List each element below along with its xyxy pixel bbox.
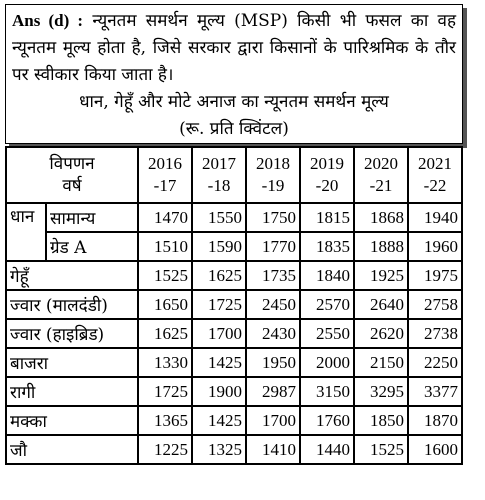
value-cell: 2450 bbox=[246, 290, 300, 319]
value-cell: 1815 bbox=[300, 203, 354, 232]
value-cell: 1325 bbox=[192, 435, 246, 464]
value-cell: 1700 bbox=[246, 406, 300, 435]
table-title: धान, गेहूँ और मोटे अनाज का न्यूनतम समर्थन मूल्य bbox=[79, 92, 389, 112]
table-row bbox=[6, 319, 462, 348]
value-cell: 2620 bbox=[354, 319, 408, 348]
table-row bbox=[6, 290, 462, 319]
value-cell: 2000 bbox=[300, 348, 354, 377]
header-year: 2020 -21 bbox=[354, 147, 408, 203]
value-cell: 2570 bbox=[300, 290, 354, 319]
answer-paragraph bbox=[12, 7, 456, 89]
value-cell: 2250 bbox=[408, 348, 462, 377]
crop-cell: जौ bbox=[6, 435, 138, 464]
value-cell: 1835 bbox=[300, 232, 354, 261]
value-cell: 1625 bbox=[192, 261, 246, 290]
value-cell: 1510 bbox=[138, 232, 192, 261]
answer-text: न्यूनतम समर्थन मूल्य (MSP) किसी भी फसल का वह न्यूनतम मूल्य होता है, जिसे सरकार द्वारा किसानों के पारिश्रमिक के तौर पर स्वीकार किया जाता है। bbox=[12, 11, 456, 85]
value-cell: 1725 bbox=[138, 377, 192, 406]
value-cell: 1770 bbox=[246, 232, 300, 261]
paddy-cell: धान bbox=[6, 203, 46, 261]
value-cell: 2987 bbox=[246, 377, 300, 406]
answer-box bbox=[5, 4, 463, 144]
value-cell: 2150 bbox=[354, 348, 408, 377]
value-cell: 1850 bbox=[354, 406, 408, 435]
value-cell: 1225 bbox=[138, 435, 192, 464]
table-row bbox=[6, 203, 462, 232]
header-marketing-year bbox=[6, 147, 138, 203]
header-year: 2017 -18 bbox=[192, 147, 246, 203]
crop-cell: रागी bbox=[6, 377, 138, 406]
header-year: 2016 -17 bbox=[138, 147, 192, 203]
value-cell: 1735 bbox=[246, 261, 300, 290]
value-cell: 2758 bbox=[408, 290, 462, 319]
value-cell: 1868 bbox=[354, 203, 408, 232]
value-cell: 2430 bbox=[246, 319, 300, 348]
value-cell: 1840 bbox=[300, 261, 354, 290]
value-cell: 1425 bbox=[192, 348, 246, 377]
value-cell: 1590 bbox=[192, 232, 246, 261]
table-row bbox=[6, 348, 462, 377]
value-cell: 1600 bbox=[408, 435, 462, 464]
header-year: 2019 -20 bbox=[300, 147, 354, 203]
crop-cell: मक्का bbox=[6, 406, 138, 435]
value-cell: 1950 bbox=[246, 348, 300, 377]
value-cell: 1470 bbox=[138, 203, 192, 232]
header-year: 2018 -19 bbox=[246, 147, 300, 203]
header-crop-line1: विपणन bbox=[49, 154, 95, 174]
value-cell: 1650 bbox=[138, 290, 192, 319]
value-cell: 1525 bbox=[138, 261, 192, 290]
value-cell: 1725 bbox=[192, 290, 246, 319]
value-cell: 1760 bbox=[300, 406, 354, 435]
msp-table-container bbox=[5, 146, 461, 462]
value-cell: 1365 bbox=[138, 406, 192, 435]
crop-cell: गेहूँ bbox=[6, 261, 138, 290]
value-cell: 3295 bbox=[354, 377, 408, 406]
value-cell: 1550 bbox=[192, 203, 246, 232]
variety-cell: ग्रेड A bbox=[46, 232, 138, 261]
answer-label: Ans (d) : bbox=[12, 11, 84, 30]
value-cell: 2550 bbox=[300, 319, 354, 348]
crop-cell: ज्वार (हाइब्रिड) bbox=[6, 319, 138, 348]
variety-cell: सामान्य bbox=[46, 203, 138, 232]
crop-cell: बाजरा bbox=[6, 348, 138, 377]
table-unit: (रू. प्रति क्विंटल) bbox=[179, 119, 289, 139]
value-cell: 1975 bbox=[408, 261, 462, 290]
value-cell: 1440 bbox=[300, 435, 354, 464]
value-cell: 1750 bbox=[246, 203, 300, 232]
value-cell: 1425 bbox=[192, 406, 246, 435]
value-cell: 1960 bbox=[408, 232, 462, 261]
header-year: 2021 -22 bbox=[408, 147, 462, 203]
value-cell: 1700 bbox=[192, 319, 246, 348]
header-crop-line2: वर्ष bbox=[62, 176, 82, 196]
value-cell: 2738 bbox=[408, 319, 462, 348]
value-cell: 1888 bbox=[354, 232, 408, 261]
value-cell: 3377 bbox=[408, 377, 462, 406]
value-cell: 1870 bbox=[408, 406, 462, 435]
table-row bbox=[6, 435, 462, 464]
table-row bbox=[6, 232, 462, 261]
value-cell: 1330 bbox=[138, 348, 192, 377]
value-cell: 1940 bbox=[408, 203, 462, 232]
crop-cell: ज्वार (मालदंडी) bbox=[6, 290, 138, 319]
value-cell: 2640 bbox=[354, 290, 408, 319]
value-cell: 1925 bbox=[354, 261, 408, 290]
value-cell: 1525 bbox=[354, 435, 408, 464]
value-cell: 1410 bbox=[246, 435, 300, 464]
value-cell: 3150 bbox=[300, 377, 354, 406]
value-cell: 1900 bbox=[192, 377, 246, 406]
table-row bbox=[6, 377, 462, 406]
table-row bbox=[6, 406, 462, 435]
table-header-row bbox=[6, 147, 462, 203]
msp-table bbox=[5, 146, 463, 465]
value-cell: 1625 bbox=[138, 319, 192, 348]
table-row bbox=[6, 261, 462, 290]
